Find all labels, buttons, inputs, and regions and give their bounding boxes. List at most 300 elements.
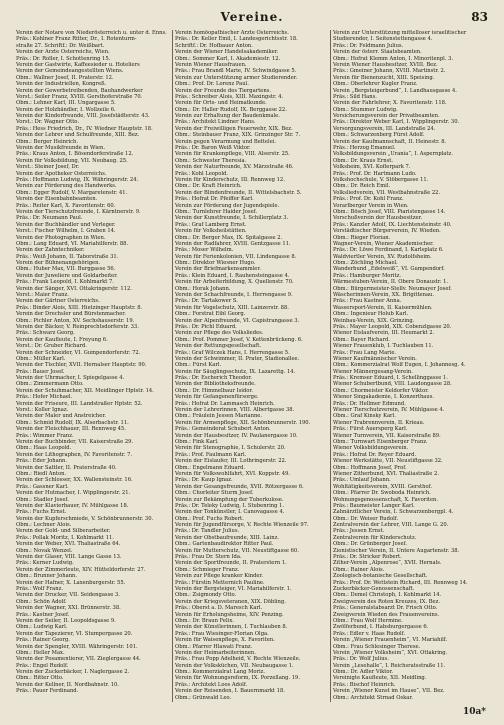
directory-line: Präs.: Reiter Karl, X. Favoritenstr. 60.	[16, 202, 116, 209]
directory-line: Obm.: Prof. Fuchs Robert.	[175, 515, 244, 522]
directory-line: Obm.: Chormeister Keldorfer Viktor.	[333, 387, 429, 394]
directory-line: Verein der Künstlerinnen, I. Tuchlauben 8.	[175, 624, 288, 631]
directory-line: Studierender, I. Seitenstettengasse 4.	[333, 36, 433, 43]
directory-line: Verein der Juweliere und Goldarbeiter.	[16, 272, 118, 279]
directory-line: Präs.: Umlauf Johann.	[333, 477, 391, 484]
directory-line: Obm.: Dr. Kraus Ernst.	[333, 157, 394, 164]
directory-line: Präs.: Dr. Teleky Ludwig, I. Stubenring 1.	[175, 502, 284, 509]
directory-line: Verein der Radfahrer, XVIII. Gentzgasse 11.	[175, 240, 291, 247]
directory-line: Volkshochschule, V. Stöbergasse 11.	[333, 176, 429, 183]
directory-line: Präs.: Graf Wilczek Hans, I. Herrengasse 5.	[175, 349, 290, 356]
directory-line: Obm.: Bösch Josef, VIII. Piaristengasse 14.	[333, 208, 446, 215]
directory-line: Präs.: Mayer Leopold, XIX. Cobenzlgasse 20.	[333, 323, 452, 330]
directory-line: Vorst.: Dr. Gruber Richard.	[16, 343, 87, 350]
directory-line: Präs.: Wimmer Franz.	[16, 432, 74, 439]
directory-line: Obm.: Grünwald Leo.	[175, 694, 232, 701]
directory-line: Verein der Briefmarkensammler.	[175, 266, 261, 273]
directory-line: Obm.: Oberlehrer Kugler Franz.	[333, 81, 418, 88]
directory-line: Obm.: Fräulein Jessen Marianne.	[175, 413, 262, 420]
directory-line: Obm.: Prof. Dr. Lorenz Paul.	[175, 81, 249, 88]
directory-line: Verein für Waisenpflege, X. Favoriten.	[175, 637, 275, 644]
directory-line: Verein der Gemeindeangestellten Wiens.	[16, 68, 124, 75]
directory-line: Präs.: Pollak Moritz, I. Kohlmarkt 11.	[16, 534, 114, 541]
directory-line: Präs.: Frau Brandl Marie, IV. Schwindgasse 5.	[175, 68, 297, 75]
directory-line: Verein der Sattler, II. Praterstraße 40.	[16, 464, 117, 471]
directory-line: Verein für Gefangenenfürsorge.	[175, 394, 259, 401]
directory-line: Obm.: Zimmermann Otto.	[16, 381, 84, 388]
directory-line: Verein für Kinderschutz, III. Rennweg 12.	[175, 176, 285, 183]
directory-line: Schriftf.: Dr. Hofbauer Anton.	[175, 42, 253, 49]
directory-line: Vorst.: Seiler Franz, XVIII. Gersthoferstraße 70.	[16, 93, 143, 100]
directory-line: Präs.: Gemeinderat Schubert Anton.	[175, 426, 271, 433]
directory-line: Obm.: Gartenbaudirektor Ritter Paul.	[175, 541, 274, 548]
directory-line: Präs.: Gmeiner Johann, XVIII. Martinstr. 2.	[333, 68, 446, 75]
directory-line: Verein der Volksküchen, VII. Neubaugasse 1.	[175, 662, 294, 669]
directory-line: Obm.: Ludwig Karl.	[16, 624, 68, 631]
directory-line: Verein der Gold- und Silberarbeiter.	[16, 528, 111, 535]
directory-line: Verein der Zahntechniker.	[16, 247, 85, 254]
directory-line: Verein der Rettungsgesellschaft.	[175, 343, 261, 350]
directory-line: Präs.: Dr. Roller, I. Schottenring 15.	[16, 55, 111, 62]
directory-line: Präs.: Fürst Auersperg Karl.	[333, 426, 408, 433]
directory-line: Obm.: Engelmann Eduard.	[175, 464, 246, 471]
directory-line: Wiener Singakademie, I. Konzerthaus.	[333, 394, 435, 401]
directory-line: Obm.: Bayer Richard.	[333, 336, 390, 343]
directory-line: Verein der Tonkünstler, I. Canovagasse 4.	[175, 509, 285, 516]
directory-line: Obm.: Pichler Anton, XV. Sechshauserstr. 19.	[16, 317, 135, 324]
directory-line: Wiener Tierschutzverein, IV. Mühlgasse 4.	[333, 407, 445, 414]
directory-line: Präs.: Generalstabsarzt Dr. Frisch Otto.	[333, 605, 438, 612]
directory-line: Präs.: Dr. Tandler Julius.	[175, 528, 240, 535]
directory-line: Präs.: Dr. Stricker Robert.	[333, 554, 402, 561]
directory-line: Verein der Naturfreunde, XV. Märzstraße 46.	[175, 164, 294, 171]
directory-line: Obm.: Schmid Rudolf, IX. Alserbachstr. 11.	[16, 419, 129, 426]
directory-line: Verein der Schachfreunde, I. Herrengasse 9.	[175, 292, 293, 299]
directory-line: Präs.: Pauer Ferdinand.	[16, 688, 79, 695]
directory-line: Obm.: Direktor Wiesner Hugo.	[175, 260, 256, 267]
directory-line: Verein der Fahrlehrer, X. Favoritenstr. 118.	[333, 100, 447, 107]
directory-line: Obm.: Rieger Florian.	[333, 234, 391, 241]
directory-line: Vereinigte Kaufleute, XII. Meidling.	[333, 675, 427, 682]
directory-line: Präs.: Hofer Michael.	[16, 394, 73, 401]
directory-line: Verein der Friseure, III. Landstraßer Hptstr. 52.	[16, 400, 143, 407]
directory-line: Verein „Wiener Kunst im Hause“, VII. Bez.	[333, 688, 445, 695]
directory-line: Obm.: Turnwart Eisenberger Franz.	[333, 439, 428, 445]
directory-line: Obm.: Heller Max.	[16, 649, 65, 656]
directory-line: Präs.: Prof. Dr. Wettstein Richard, III. Rennweg 14.	[333, 579, 468, 586]
column-middle	[172, 30, 330, 702]
directory-line: Präs.: Bauer Josef.	[16, 368, 65, 375]
directory-line: Verein für Bienenzucht, XIII. Speising.	[333, 74, 435, 81]
directory-line: Verein zur Pflege kranker Kinder.	[175, 573, 264, 580]
directory-line: Wiener Schubertbund, VIII. Laudongasse 28.	[333, 381, 452, 388]
directory-line: Obm.: Stummer Ludwig.	[333, 106, 398, 113]
directory-line: Wärmestuben-Verein, II. Obere Donaustr. 1.	[333, 279, 449, 286]
directory-line: Präs.: Frau Wiesinger-Florian Olga.	[175, 630, 269, 637]
directory-line: Wiener Frauenklub, I. Tuchlauben 11.	[333, 343, 434, 350]
directory-line: Obm.: Kommerzialrat Lang Moriz.	[175, 669, 266, 676]
directory-line: Obm.: Haas Leopold.	[16, 445, 72, 452]
directory-line: Volksbildungsverein „Urania“, I. Aspernplatz.	[333, 151, 453, 158]
directory-line: Vorst.: Steiner Josef, Dr.	[16, 164, 80, 171]
directory-line: Wagner-Verein, Wiener Akademischer.	[333, 240, 434, 247]
directory-line: Präs.: Dr. Keller Emil, I. Landesgerichtsstr. 18.	[175, 36, 298, 43]
directory-line: Verein der Tierschutzfreunde, I. Kärntnerstr. 9.	[16, 208, 141, 215]
directory-line: Obm.: Dr. Berger Max, IX. Spitalgasse 2.	[175, 234, 283, 241]
directory-line: Obm.: Graf Kinsky Karl.	[333, 413, 396, 420]
directory-line: Zentralverein der Lehrer, VIII. Lange G. 20.	[333, 522, 449, 529]
directory-line: Präs.: Dr. Tartakower S.	[175, 298, 238, 305]
directory-line: Präs.: Hofrat Dr. Pfeiffer Karl.	[175, 196, 254, 203]
directory-line: Obm.: Zsigmondy Otto.	[175, 592, 237, 599]
directory-line: Obm.: Sommer Karl, I. Akademiestr. 12.	[175, 55, 281, 62]
directory-line: Obm.: Zöchling Michael.	[333, 260, 398, 267]
directory-line: Verein „Wiener Volksheim“, XVI. Ottakring.	[333, 649, 448, 656]
directory-line: Verein der Alpenfreunde, VI. Capistrangasse 3.	[175, 317, 300, 324]
directory-line: Vorst.: Fischer Wilhelm, I. Graben 14.	[16, 228, 116, 235]
directory-line: straße 27. Schriftf.: Dr. Weißbart.	[16, 42, 105, 49]
directory-line: Präs.: Dr. Neumann Paul.	[16, 215, 83, 222]
directory-line: Obm.: Lehner Karl, III. Ungargasse 5.	[16, 100, 116, 107]
directory-line: Wiener Kaufmännischer Verein.	[333, 355, 417, 362]
directory-line: Obm.: Schwarzenberg Fürst Adolf.	[333, 132, 425, 139]
directory-line: Wiener Volksbildungsverein.	[333, 445, 409, 452]
directory-line: Obm.: Dr. Kraft Heinrich.	[175, 183, 242, 190]
directory-line: Präs.: Kastner Josef.	[16, 611, 70, 618]
directory-line: Verein der Wagner, XXI. Brünnerstr. 38.	[16, 605, 121, 612]
directory-line: Verein der Zuckerbäcker, I. Naglergasse 2.	[16, 669, 130, 676]
directory-line: Verein der Bühnenangehörigen.	[16, 260, 101, 267]
directory-line: Verein der Gewerbetreibenden, Bauhandwerker	[16, 87, 143, 94]
directory-line: Verein der Drechsler und Bürstenmacher.	[16, 311, 126, 318]
directory-line: Obm.: Rainer Alois.	[333, 566, 385, 573]
directory-line: Versicherungsverein der Privatbeamten.	[333, 113, 440, 120]
directory-line: Verein zur Unterstützung mittelloser israelitischer	[333, 30, 467, 36]
directory-line: Weinbau-Verein, XIX. Grinzing.	[333, 317, 415, 324]
directory-line: Verein Wiener Hausbesitzer, XVIII. Bez.	[333, 61, 438, 68]
directory-line: Zionistischer Verein, II. Untere Augartenstr. 38.	[333, 547, 460, 554]
directory-line: Obm.: Wallner Josef, II. Praterstr. 12.	[16, 74, 114, 81]
directory-line: Verein der Kaufleute, I. Freyung 6.	[16, 336, 108, 343]
directory-line: Obm.: Schön Adolf.	[16, 598, 67, 605]
directory-line: Präs.: Sild Hans.	[333, 93, 377, 100]
directory-line: Obm.: Brunner Johann.	[16, 573, 78, 580]
directory-line: Obm.: Dr. Braun Felix.	[175, 617, 234, 624]
directory-line: Verein für Orts- und Heimatkunde.	[175, 100, 267, 107]
directory-line: Verein der Spengler, XVIII. Währingerstr. 101.	[16, 643, 138, 650]
directory-line: Präs.: Hamburger Moritz.	[333, 272, 402, 279]
directory-line: Verein zur Erhaltung der Baudenkmale.	[175, 113, 280, 120]
directory-line: Präs.: Moser Wilhelm.	[175, 247, 234, 254]
directory-line: Verein der Fleischhauer, III. Rennweg 45.	[16, 426, 126, 433]
directory-line: Obm.: Riedl Anton.	[16, 470, 67, 477]
directory-line: Verein für Stenographie, I. Schulerstr. 20.	[175, 445, 286, 452]
directory-line: Präs.: Frau Kastner Anna.	[333, 298, 402, 305]
directory-line: Verein für Erholungsheime, XIV. Penzing.	[175, 611, 284, 618]
directory-line: Verein der österr. Staatsbeamten.	[333, 49, 422, 56]
directory-line: Präs.: Kraus Anton, I. Bösendorferstraße 12.	[16, 151, 134, 158]
directory-line: Verein für Volksbildung, VII. Neubaug. 25.	[16, 157, 128, 164]
directory-line: Präs.: Klein Eduard, I. Rauhensteingasse 4.	[175, 272, 290, 279]
directory-line: Verein der Drucker, VII. Seidengasse 3.	[16, 592, 120, 599]
directory-line: Verein der Lehrerinnen, VIII. Albertgasse 38.	[175, 407, 295, 414]
directory-line: Verein der Freiwilligen Feuerwehr, XIX. Bez.	[175, 125, 293, 132]
directory-line: Obm.: Dr. Grünberger Josef.	[333, 541, 407, 548]
directory-line: Verein der Kinderfreunde, VIII. Josefstädterstr. 43.	[16, 113, 150, 120]
directory-line: Verein der Lehrer und Schulfreunde, XIII. Bez.	[16, 132, 140, 139]
directory-line: Verein der Ärzte Österreichs, Wien.	[16, 49, 110, 56]
directory-line: Präs.: Architekt Lindner Hans.	[175, 119, 256, 126]
directory-line: Präs.: Weiß Johann, II. Taborstraße 31.	[16, 253, 119, 260]
directory-line: Wiener Eislaufverein, III. Heumarkt 2.	[333, 330, 435, 337]
page-title: Vereine.	[220, 10, 284, 24]
directory-line: Präs.: Eder Johann.	[16, 458, 68, 465]
directory-line: Verein gegen Verarmung und Bettelei.	[175, 138, 277, 145]
directory-line: Präs.: Dr. Wolf Julius.	[333, 656, 389, 663]
directory-line: Präs.: Dr. Löwe Ferdinand, I. Karlsplatz 6.	[333, 247, 444, 254]
directory-line: Verein der Freunde des Tiergartens.	[175, 87, 271, 94]
directory-line: Verein der Gastwirte, Kaffeesieder u. Hoteliers	[16, 61, 140, 68]
directory-line: Verein der Kupferschmiede, V. Schönbrunnerstr. 30.	[16, 515, 154, 522]
directory-line: Verein der Posamentierer, VII. Zieglergasse 44.	[16, 656, 141, 663]
directory-line: Präs.: Hoffmann Ludwig, IX. Währingerstr. 24.	[16, 176, 139, 183]
directory-line: Verein der Eisenbahnbeamten.	[16, 196, 98, 203]
directory-line: Verein der Maler und Anstreicher.	[16, 413, 106, 420]
directory-line: Verein der Buchhändler und Verleger.	[16, 221, 116, 228]
directory-line: Verein der Gärtner Österreichs.	[16, 298, 100, 305]
directory-line: Präs.: Frank Leopold, I. Kohlmarkt 7.	[16, 279, 114, 286]
directory-line: Verein der Bibliotheksfreunde.	[175, 381, 256, 388]
directory-line: Verein für Wohnungsreform, IX. Porzellang. 19.	[175, 675, 301, 682]
directory-line: Präs.: Prof. Dr. Kohl Franz.	[333, 196, 404, 203]
directory-line: Obm.: Ritter Otto.	[16, 675, 64, 682]
directory-line: Verein der Tischler, XVII. Hernalser Hauptstr. 90.	[16, 362, 147, 369]
directory-line: Verein der Schneider, VI. Gumpendorferstr. 72.	[16, 349, 141, 356]
directory-line: Volksheim, XVI. Koflerpark 7.	[333, 164, 411, 171]
directory-line: Verein für Ferienkolonien, VII. Lindengasse 8.	[175, 253, 297, 260]
directory-line: Wäscherinnen-Verein, XX. Brigittenau.	[333, 292, 435, 299]
directory-line: Präs.: Kanzler Adolf, IX. Liechtensteinstr. 40.	[333, 221, 452, 228]
directory-line: Vorschußverein der Hausbesitzer.	[333, 215, 423, 222]
directory-line: Präs.: Edler v. Haas Rudolf.	[333, 630, 406, 637]
directory-line: Verein der Blindenfreunde, II. Wittelsbachstr. 5.	[175, 189, 302, 196]
directory-line: Obm.: Bürgermeister-Stellv. Neumayer Josef.	[333, 285, 452, 292]
directory-line: Obm.: Fürst Karl.	[175, 362, 222, 369]
directory-line: Präs.: Frau Dr. Stern Ida.	[175, 554, 242, 561]
directory-line: Obm.: Stadler Josef.	[16, 496, 69, 503]
directory-line: Wiener Werkstätte, VII. Neustiftgasse 32.	[333, 458, 443, 465]
directory-line: Verein der Bäcker, V. Reinprechtsdorferstr. 33.	[16, 323, 139, 330]
directory-line: Zoologisch-botanische Gesellschaft.	[333, 573, 428, 580]
directory-line: Obm.: Steinbauer Franz, XIX. Grinzinger Str. 7.	[175, 132, 301, 139]
directory-line: Obm.: Dr. Adler Viktor.	[333, 669, 394, 676]
directory-line: Präs.: Kohlner Franz Ritter, Dr., I. Rotenturm-	[16, 36, 137, 43]
directory-line: Volksliedverein, VII. Westbahnstraße 22.	[333, 189, 441, 196]
directory-line: Verein der Kriegsveteranen, XIX. Döbling.	[175, 598, 286, 605]
directory-line: Wiener Männergesang-Verein.	[333, 368, 413, 375]
directory-line: Verein der Hutmacher, I. Wipplingerstr. 21.	[16, 490, 131, 497]
directory-line: Obm.: Turnlehrer Haider Josef.	[175, 208, 258, 215]
directory-line: Obm.: Müller Karl.	[16, 355, 66, 362]
directory-line: Präs.: Hofrat Dr. Reyer Eduard.	[333, 451, 417, 458]
directory-line: Obm.: Kommerzialrat Wolf Eugen, I. Johannesg. 4.	[333, 362, 466, 369]
directory-line: Präs.: Hess Friedrich, Dr., IV. Wiedner Hauptstr. 18.	[16, 125, 153, 132]
directory-line: Obm.: Frau Schlesinger Therese.	[333, 643, 421, 650]
directory-line: Verein der Photographen in Wien.	[16, 234, 106, 241]
directory-line: Zither-Verein „Alpenrose“, XVII. Hernals.	[333, 560, 442, 567]
directory-line: Obm.: Schmieger Franz.	[175, 566, 240, 573]
directory-line: Präs.: Schwarz Georg.	[16, 330, 75, 337]
directory-line: Verein der Reisenden, I. Bauernmarkt 18.	[175, 688, 285, 695]
directory-line: Verein der Kellner, II. Nordbahnstr. 10.	[16, 681, 119, 688]
directory-line: Verein zur Förderung des Handwerks.	[16, 183, 117, 190]
directory-line: Zweigverein Wieden des Frauenvereins.	[333, 611, 440, 618]
directory-line: Verein „Lesehalle“, I. Reichsratsstraße 11.	[333, 662, 446, 669]
directory-line: Obm.: Schwester Theresia.	[175, 157, 247, 164]
directory-line: Präs.: Fuchs Ernst.	[16, 509, 67, 516]
directory-line: Präs.: Kerner Ludwig.	[16, 560, 74, 567]
directory-line: Verein der Obstbaufreunde, XIII. Lainz.	[175, 534, 280, 541]
directory-line: Verein der Kunstfreunde, I. Schillerplatz 3.	[175, 215, 289, 222]
directory-line: Obm.: Ingenieur Holub Karl.	[333, 311, 409, 318]
directory-line: Vorst.: Maier Franz.	[16, 292, 69, 299]
directory-line: Präs.: Rainer Georg.	[16, 637, 70, 644]
directory-line: Verein für Krankenpflege, VIII. Alserstr. 25.	[175, 151, 290, 158]
directory-line: Verein der Wiener Handelsakademiker.	[175, 49, 279, 56]
directory-line: Verein der Apotheker Österreichs.	[16, 170, 107, 177]
directory-line: Waldviertler Verein, XV. Rudolfsheim.	[333, 253, 432, 260]
directory-line: Verein für Arbeiterbildung, X. Quellenstr. 70.	[175, 279, 294, 286]
directory-line: Präs.: Dr. Baron Weiß Viktor.	[175, 145, 251, 152]
directory-line: Präs.: Architekt Loos Adolf.	[175, 681, 248, 688]
directory-line: Zwölferbund, I. Habsburgergasse 6.	[333, 624, 429, 631]
directory-line: Verein der Schwimmer, II. Prater, Stadionallee.	[175, 355, 300, 362]
directory-line: Präs.: Baumeister Langer Karl.	[333, 502, 415, 509]
directory-line: Präs.: Hofrat Dr. Lammasch Heinrich.	[175, 400, 275, 407]
directory-line: Obm.: Dr. Haller Rudolf, IX. Berggasse 22.	[175, 106, 287, 113]
directory-line: Obm.: Lechner Alois.	[16, 522, 72, 529]
directory-line: Zentralverein für Kinderschutz.	[333, 534, 417, 541]
directory-line: Verein der Sänger, XVI. Ottakringerstr. 112.	[16, 285, 132, 292]
directory-line: Obm.: Frau Wolf Hermine.	[333, 617, 403, 624]
directory-line: Präs.: Kohl Leopold.	[175, 170, 228, 177]
directory-line: Präs.: Dr. Feldmann Julius.	[333, 42, 404, 49]
directory-line: Verein der Zimmerleute, XIV. Hütteldorferstr. 27.	[16, 566, 146, 573]
directory-line: Präs.: Direktor Weber Karl, I. Wipplingerstr. 30.	[333, 119, 460, 126]
directory-line: Verein der Schlosser, XX. Wallensteinstr. 16.	[16, 477, 133, 484]
directory-line: Verein der Industriellen, Kongreß.	[16, 81, 107, 88]
directory-line: Obm.: Architekt Strnad Oskar.	[333, 694, 413, 701]
directory-line: Verein zur Unterstützung armer Studierender.	[175, 74, 298, 81]
directory-line: Obm.: Pfarrer Hlawati Franz.	[175, 643, 253, 650]
directory-line: Obm.: Lang Eduard, VI. Mariahilferstr. 88.	[16, 240, 129, 247]
directory-line: Präs.: Frau Popp Adelheid, V. Rechte Wienzeile.	[175, 656, 301, 663]
directory-line: Obm.: Huber Max, VII. Burggasse 56.	[16, 266, 116, 273]
directory-line: Obm.: Horak Johann.	[175, 285, 231, 292]
directory-line: Präs.: Bischof Heinrich.	[333, 681, 396, 688]
directory-line: Verein zur Bekämpfung der Tuberkulose.	[175, 496, 284, 503]
directory-line: Präs.: Dr. Hellmer Edmund.	[333, 400, 406, 407]
directory-line: Verein der Heimarbeiterinnen.	[175, 649, 256, 656]
directory-line: Präs.: Prof. Dr. Hartmann Ludo.	[333, 170, 417, 177]
directory-line: Präs.: Herzog Emanuel.	[333, 145, 396, 152]
directory-line: Präs.: Schreiber Alois, XIII. Maxingstr. 4.	[175, 93, 284, 100]
column-left	[14, 30, 172, 702]
directory-line: Präs.: Dr. Pichl Eduard.	[175, 323, 237, 330]
directory-line: Obm.: Dr. Himmelbaur Isidor.	[175, 387, 253, 394]
directory-line: Präs.: Engel Rudolf.	[16, 662, 69, 669]
directory-line: Verein der Buchbinder, VII. Kaiserstraße 29.	[16, 439, 134, 445]
directory-line: Obm.: Hoffmann Josef, Prof.	[333, 464, 407, 471]
directory-line: Wassersport-Verein, II. Kaisermühlen.	[333, 304, 433, 311]
directory-line: Verein für Jugendfürsorge, V. Rechte Wienzeile 97.	[175, 522, 309, 529]
directory-line: Wiener Zitherbund, XVI. Thaliastraße 2.	[333, 470, 439, 477]
directory-line: Verein „Bergsteigerbund“, I. Landhausgasse 4.	[333, 87, 457, 94]
directory-line: Verein der Sportfreunde, II. Praterstern 1.	[175, 560, 287, 567]
directory-line: Verein der Gesangsfreunde, XVII. Rötzergasse 6.	[175, 483, 304, 490]
directory-line: Obm.: Dr. Weiser Rudolf.	[333, 515, 399, 522]
directory-line: Verein der Klavierbauer, IV. Mühlgasse 18.	[16, 502, 129, 509]
directory-line: Verein für Armenpflege, XII. Schönbrunnerstr. 190.	[175, 419, 311, 426]
directory-line: Verein der Glaser, VIII. Lange Gasse 13.	[16, 554, 122, 561]
directory-line: Verein „Wiener Frauenheim“, VI. Mariahilf.	[333, 637, 448, 644]
directory-line: Präs.: Prof. Faulmann Karl.	[175, 451, 247, 458]
directory-line: Präs.: Binder Alois, XIII. Hietzinger Hauptstr. 8.	[16, 304, 143, 311]
directory-line: Verein zur Pflege des Volksliedes.	[175, 330, 264, 337]
directory-line: Präs.: Dr. Kaup Ignaz.	[175, 477, 233, 484]
directory-line: Verein für Säuglingsschutz, IX. Lazarettg. 14.	[175, 368, 296, 375]
directory-line: Obm.: Chorleiter Sturm Josef.	[175, 490, 254, 497]
directory-line: Verein für Volksheilstätten.	[175, 228, 247, 235]
directory-line: Verein für Mutterschutz, VII. Neustiftgasse 60.	[175, 547, 299, 554]
directory-line: Wanderbund „Edelweiß“, VI. Gumpendorf.	[333, 266, 445, 273]
directory-line: Versorgungsverein, III. Landstraße 24.	[333, 125, 436, 132]
directory-line: Verein der Kaufmannschaft, II. Heinestr. 8.	[333, 138, 447, 145]
directory-line: Vorarlberger Verein in Wien.	[333, 202, 409, 209]
directory-line: Verein der Holzhändler, I. Wollzeile 6.	[16, 106, 116, 113]
directory-line: Verein zur Förderung der Jugendspiele.	[175, 202, 280, 209]
directory-line: Präs.: Oberst a. D. Maresch Karl.	[175, 605, 263, 612]
directory-line: Zuckerbäcker-Genossenschaft.	[333, 585, 415, 592]
directory-line: Präs.: Graf Lamberg Ernst.	[175, 221, 247, 228]
directory-line: Verein der Lithographen, IV. Favoritenstr. 7.	[16, 451, 133, 458]
directory-line: Vorst.: Dr. Wagner Otto.	[16, 119, 79, 126]
directory-line: Präs.: Gassner Karl.	[16, 483, 69, 490]
directory-line: Verein der Bergsteiger, VI. Mariahilferstr. 1.	[175, 585, 292, 592]
directory-line: Verein der Hafner, X. Laxenburgerstr. 55.	[16, 579, 126, 586]
directory-line: Wiener Trabrennverein, II. Krieau.	[333, 419, 425, 426]
page-footer: 10a*	[462, 707, 486, 717]
directory-line: Obm.: Forstrat Eibl Georg.	[175, 311, 246, 318]
directory-line: Verein der Uhrmacher, I. Spiegelgasse 4.	[16, 375, 125, 382]
directory-line: Verein der Seiler, II. Leopoldsgasse 9.	[16, 617, 116, 624]
directory-line: Verein der Musikfreunde in Wien.	[16, 145, 105, 152]
directory-line: Verein der Schuhmacher, XII. Meidlinger Hptstr. 14.	[16, 387, 154, 394]
directory-line: Verein der Weber, XVI. Thaliastraße 64.	[16, 541, 121, 548]
page-number: 83	[471, 10, 488, 24]
directory-line: Präs.: Kremser Eduard, I. Schellinggasse 1.	[333, 375, 448, 382]
directory-line: Wohltätigkeitsverein, XVIII. Gersthof.	[333, 483, 432, 490]
directory-line: Verein Wiener Hausfrauen.	[175, 61, 247, 68]
directory-line: Obm.: Berger Heinrich.	[16, 138, 79, 145]
directory-line: Vorst.: Koller Ignaz.	[16, 407, 69, 414]
directory-line: Obm.: Egger Rudolf, V. Margaretenstr. 41.	[16, 189, 128, 196]
directory-line: Präs.: Jessen Ernst.	[333, 528, 385, 535]
columns	[14, 30, 490, 702]
directory-line: Präs.: Dr. Escherich Theodor.	[175, 375, 252, 382]
directory-line: Vorstädtischer Bürgerverein, IV. Wieden.	[333, 228, 441, 235]
directory-line: Zahnärztlicher Verein, I. Schwarzenbergpl. 4.	[333, 509, 454, 516]
